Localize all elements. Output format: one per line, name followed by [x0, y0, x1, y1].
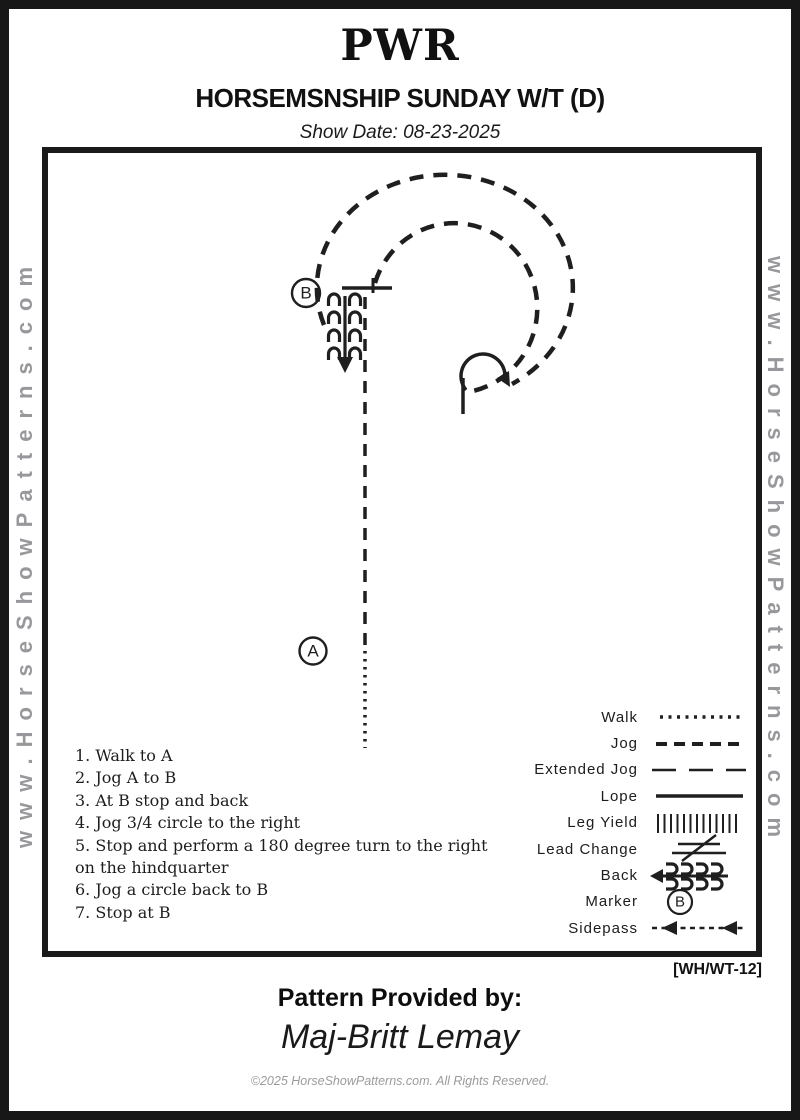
legend-row-leg-yield [508, 810, 748, 836]
provider-name: Maj-Britt Lemay [280, 1018, 520, 1056]
legend-row-extended-jog [508, 757, 748, 783]
sidepass-icon [648, 915, 748, 941]
jog-outer-circle-path [317, 175, 573, 384]
instruction-line: on the hindquarter [75, 858, 229, 878]
back-symbol [329, 294, 361, 373]
instruction-line: 1. Walk to A [75, 746, 173, 765]
watermark-url-left: www.HorseShowPatterns.com [12, 255, 37, 849]
turn-180-symbol [461, 354, 510, 414]
instruction-line: 6. Jog a circle back to B [75, 880, 269, 900]
instruction-line: 4. Jog 3/4 circle to the right [75, 813, 301, 833]
legend-label: Sidepass [568, 919, 638, 937]
back-horseshoes-icon [648, 863, 748, 889]
pattern-diagram-box [42, 147, 762, 957]
jog-line-icon [648, 731, 748, 757]
legend-row-sidepass [508, 915, 748, 941]
instruction-line: 2. Jog A to B [75, 768, 177, 788]
leg-yield-hatch-icon [648, 810, 748, 836]
legend-row-jog [508, 730, 748, 756]
legend-label: Extended Jog [534, 761, 638, 779]
walk-line-icon [648, 704, 748, 730]
legend-row-back [508, 862, 748, 888]
instruction-line: 5. Stop and perform a 180 degree turn to the right [75, 835, 488, 855]
legend [508, 704, 748, 942]
legend-label: Walk [601, 708, 638, 726]
legend-label: Leg Yield [567, 814, 638, 832]
copyright-notice: ©2025 HorseShowPatterns.com. All Rights Reserved. [250, 1074, 550, 1088]
marker-b-label: B [300, 283, 312, 303]
legend-row-walk [508, 704, 748, 730]
legend-row-lope [508, 783, 748, 809]
legend-label: Marker [585, 893, 638, 911]
stop-bar [342, 278, 392, 293]
page-title: PWR [340, 21, 460, 71]
instructions-list [75, 745, 488, 924]
lead-change-icon [648, 836, 748, 862]
legend-label: Back [600, 867, 638, 885]
instruction-line: 3. At B stop and back [75, 790, 249, 810]
lope-line-icon [648, 783, 748, 809]
marker-a [300, 638, 327, 665]
instruction-line: 7. Stop at B [75, 902, 171, 922]
marker-circle-icon [648, 889, 748, 915]
marker-a-label: A [307, 641, 319, 661]
class-title: HORSEMSNSHIP SUNDAY W/T (D) [195, 83, 605, 113]
provided-by-label: Pattern Provided by: [277, 984, 523, 1012]
legend-marker-letter: B [674, 893, 686, 911]
pattern-code: [WH/WT-12] [673, 961, 762, 978]
show-date: Show Date: 08-23-2025 [299, 122, 501, 143]
legend-label: Lope [600, 787, 638, 805]
extended-jog-line-icon [648, 757, 748, 783]
legend-label: Jog [610, 735, 638, 753]
jog-inner-circle-path [375, 223, 537, 392]
watermark-url-right: www.HorseShowPatterns.com [763, 255, 788, 849]
legend-row-lead-change [508, 836, 748, 862]
legend-label: Lead Change [536, 840, 638, 858]
legend-row-marker [508, 889, 748, 915]
